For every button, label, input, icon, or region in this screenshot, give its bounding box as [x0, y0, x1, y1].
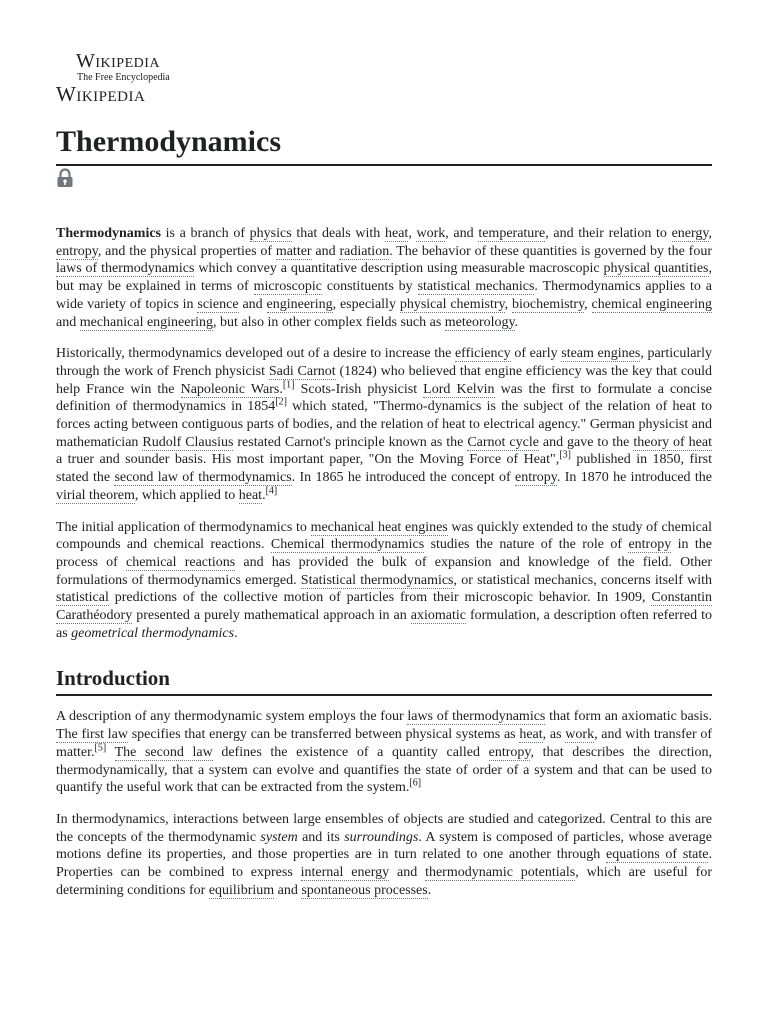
- link-meteorology[interactable]: meteorology: [444, 314, 515, 330]
- text-run: , and: [445, 226, 479, 241]
- link-first-law[interactable]: The first law: [56, 727, 128, 743]
- text-run: , but may be explained in terms of: [56, 261, 713, 295]
- link-mechanical-heat-engines[interactable]: mechanical heat engines: [310, 519, 448, 535]
- link-steam-engines[interactable]: steam engines: [561, 346, 641, 362]
- link-mechanical-engineering[interactable]: mechanical engineering: [79, 314, 214, 330]
- text-run: ,: [504, 296, 512, 312]
- paragraph-systems: [56, 811, 712, 900]
- text-run: and gave to the: [538, 434, 634, 450]
- link-napoleonic-wars[interactable]: Napoleonic Wars: [180, 381, 280, 397]
- text-run: restated Carnot's principle known as the: [233, 434, 468, 450]
- text-run: is a branch of: [161, 226, 250, 241]
- text-run: , or statistical mechanics, concerns itself with: [453, 572, 712, 588]
- citation-4[interactable]: [4]: [265, 485, 278, 497]
- link-entropy-4[interactable]: entropy: [488, 744, 531, 760]
- text-run: that form an axiomatic basis.: [545, 709, 713, 725]
- link-microscopic[interactable]: microscopic: [253, 279, 322, 295]
- link-entropy-2[interactable]: entropy: [515, 470, 557, 486]
- text-run: and: [311, 243, 340, 259]
- text-run: and its: [297, 829, 345, 845]
- citation-5[interactable]: [5]: [94, 742, 107, 754]
- text-run: which stated, "Thermo-dynamics is the subject of the relation of heat to forces acting between contiguous parts of bodies, and the relation of heat to electrical agency." German physicist and mathematician: [56, 399, 712, 450]
- text-run: . In 1865 he introduced the concept of: [291, 470, 516, 486]
- text-run: . A system is composed of particles, whose average motions define its properties, and those properties are in turn related to one another through: [56, 829, 712, 863]
- link-chemical-engineering[interactable]: chemical engineering: [591, 296, 712, 312]
- text-run: that deals with: [291, 226, 385, 241]
- bold-term: Thermodynamics: [56, 226, 161, 241]
- link-second-law-of-thermodynamics[interactable]: second law of thermodynamics: [114, 470, 292, 486]
- text-run: and: [56, 314, 80, 330]
- text-run: . Properties can be combined to express: [56, 847, 712, 881]
- article-body: [56, 225, 712, 900]
- link-matter[interactable]: matter: [275, 243, 312, 259]
- link-entropy[interactable]: entropy: [56, 243, 98, 259]
- article-page: [56, 0, 712, 900]
- link-chemical-reactions[interactable]: chemical reactions: [126, 554, 236, 570]
- text-run: , especially: [332, 296, 400, 312]
- text-run: and: [274, 882, 302, 898]
- link-constantin-caratheodory[interactable]: Constantin Carathéodory: [56, 590, 712, 624]
- link-second-law[interactable]: The second law: [114, 744, 213, 760]
- text-run: presented a purely mathematical approach in an: [132, 608, 411, 624]
- text-run: , that describes the direction, thermodynamically, that a system can evolve and quantifies the state of order of a system and that can be used to quantify the useful work that can be extracted from the system.: [56, 744, 712, 796]
- text-run: . The behavior of these quantities is governed by the four: [389, 243, 712, 259]
- text-run: was quickly extended to the study of chemical compounds and chemical reactions.: [56, 519, 712, 553]
- link-energy[interactable]: energy: [671, 226, 709, 241]
- text-run: ,: [584, 296, 592, 312]
- text-run: [106, 745, 114, 760]
- paragraph-history: [56, 345, 712, 504]
- link-science[interactable]: science: [197, 296, 239, 312]
- citation-6[interactable]: [6]: [409, 777, 422, 789]
- link-axiomatic[interactable]: axiomatic: [410, 608, 466, 624]
- link-spontaneous-processes[interactable]: spontaneous processes: [301, 882, 428, 898]
- text-run: a truer and sounder basis. His most important paper, "On the Moving Force of Heat",: [56, 452, 560, 468]
- text-run: . In 1870 he introduced the: [556, 470, 713, 486]
- link-chemical-thermodynamics[interactable]: Chemical thermodynamics: [270, 537, 425, 553]
- text-run: Historically, thermodynamics developed out of a desire to increase the: [56, 346, 455, 362]
- text-run: was the first to formulate a concise definition of thermodynamics in 1854: [56, 381, 712, 415]
- link-physical-quantities[interactable]: physical quantities: [603, 261, 709, 277]
- link-biochemistry[interactable]: biochemistry: [511, 296, 585, 312]
- link-statistical-mechanics[interactable]: statistical mechanics: [417, 279, 535, 295]
- link-work-2[interactable]: work: [565, 727, 595, 743]
- citation-2[interactable]: [2]: [275, 396, 287, 408]
- italic-term: geometrical thermodynamics: [71, 625, 235, 641]
- link-statistical-thermodynamics[interactable]: Statistical thermodynamics: [300, 572, 454, 588]
- text-run: (1824) who believed that engine efficiency was the key that could help France win the: [56, 363, 712, 397]
- text-run: . Thermodynamics applies to a wide variety of topics in: [56, 279, 712, 312]
- text-run: .: [514, 314, 519, 330]
- link-thermodynamic-potentials[interactable]: thermodynamic potentials: [425, 865, 576, 881]
- text-run: , as: [542, 727, 566, 743]
- link-laws-of-thermodynamics[interactable]: laws of thermodynamics: [56, 261, 195, 277]
- text-run: ,: [708, 226, 712, 241]
- link-lord-kelvin[interactable]: Lord Kelvin: [423, 381, 495, 397]
- text-run: defines the existence of a quantity called: [212, 744, 489, 760]
- link-statistical[interactable]: statistical: [56, 590, 109, 606]
- text-run: constituents by: [321, 279, 418, 295]
- text-run: , and with transfer of matter.: [56, 727, 712, 760]
- paragraph-intro: [56, 225, 712, 331]
- paragraph-applications: [56, 519, 712, 643]
- link-radiation[interactable]: radiation: [339, 243, 390, 259]
- text-run: formulation, a description often referred to as: [56, 608, 712, 641]
- paragraph-laws: [56, 708, 712, 797]
- link-heat-3[interactable]: heat: [519, 727, 543, 743]
- link-heat[interactable]: heat: [384, 226, 409, 241]
- text-run: and has provided the bulk of expansion and knowledge of the field. Other formulations of thermodynamics emerged.: [56, 554, 712, 588]
- lock-icon: [56, 168, 74, 190]
- italic-term: surroundings: [344, 829, 419, 845]
- text-run: , which applied to: [134, 487, 239, 503]
- text-run: published in 1850, first stated the: [56, 452, 712, 486]
- link-physics[interactable]: physics: [249, 226, 292, 241]
- text-run: , and their relation to: [545, 226, 672, 241]
- text-run: , and the physical properties of: [97, 243, 276, 259]
- link-internal-energy[interactable]: internal energy: [300, 865, 390, 881]
- logo-wordmark-bottom: Wikipedia: [56, 82, 146, 106]
- italic-term: system: [260, 829, 298, 845]
- text-run: , which are useful for determining conditions for: [56, 865, 712, 898]
- link-temperature[interactable]: temperature: [478, 226, 546, 241]
- text-run: .: [427, 882, 432, 898]
- link-entropy-3[interactable]: entropy: [628, 537, 672, 553]
- link-carnot-cycle[interactable]: Carnot cycle: [467, 434, 539, 450]
- link-sadi-carnot[interactable]: Sadi Carnot: [268, 363, 336, 379]
- page-title: Thermodynamics: [56, 124, 712, 166]
- text-run: specifies that energy can be transferred between physical systems as: [127, 727, 520, 743]
- section-heading-introduction: Introduction: [56, 666, 712, 696]
- text-run: The initial application of thermodynamics to: [56, 519, 311, 535]
- link-efficiency[interactable]: efficiency: [454, 346, 511, 362]
- link-rudolf-clausius[interactable]: Rudolf Clausius: [142, 434, 234, 450]
- text-run: studies the nature of the role of: [424, 537, 629, 553]
- text-run: which convey a quantitative description using measurable macroscopic: [194, 261, 604, 277]
- text-run: , particularly through the work of French physicist: [56, 346, 712, 379]
- link-theory-of-heat[interactable]: theory of heat: [633, 434, 712, 450]
- text-run: .: [234, 625, 238, 641]
- logo-wordmark-top: Wikipedia: [76, 50, 161, 72]
- text-run: A description of any thermodynamic system employs the four: [56, 709, 408, 725]
- logo-tagline: The Free Encyclopedia: [77, 72, 170, 83]
- text-run: In thermodynamics, interactions between large ensembles of objects are studied and categorized. Central to this are the concepts of the thermodynamic: [56, 811, 712, 845]
- text-run: and: [238, 296, 267, 312]
- text-run: predictions of the collective motion of particles from their microscopic behavior. In 1909,: [108, 590, 652, 606]
- link-physical-chemistry[interactable]: physical chemistry: [399, 296, 505, 312]
- text-run: Scots-Irish physicist: [294, 381, 424, 397]
- link-engineering[interactable]: engineering: [266, 296, 333, 312]
- link-laws-of-thermodynamics-2[interactable]: laws of thermodynamics: [407, 709, 546, 725]
- citation-3[interactable]: [3]: [559, 449, 571, 461]
- link-heat-2[interactable]: heat: [238, 487, 263, 503]
- link-equations-of-state[interactable]: equations of state: [606, 847, 709, 863]
- link-virial-theorem[interactable]: virial theorem: [56, 487, 135, 503]
- text-run: of early: [510, 346, 562, 362]
- wikipedia-logo[interactable]: [56, 50, 712, 108]
- text-run: .: [262, 487, 266, 503]
- link-equilibrium[interactable]: equilibrium: [208, 882, 275, 898]
- text-run: and: [389, 865, 426, 881]
- text-run: in the process of: [56, 537, 712, 570]
- citation-1[interactable]: [1]: [282, 378, 295, 390]
- text-run: , but also in other complex fields such as: [213, 314, 445, 330]
- text-run: ,: [408, 226, 417, 241]
- link-work[interactable]: work: [416, 226, 446, 241]
- text-run: .: [279, 381, 283, 397]
